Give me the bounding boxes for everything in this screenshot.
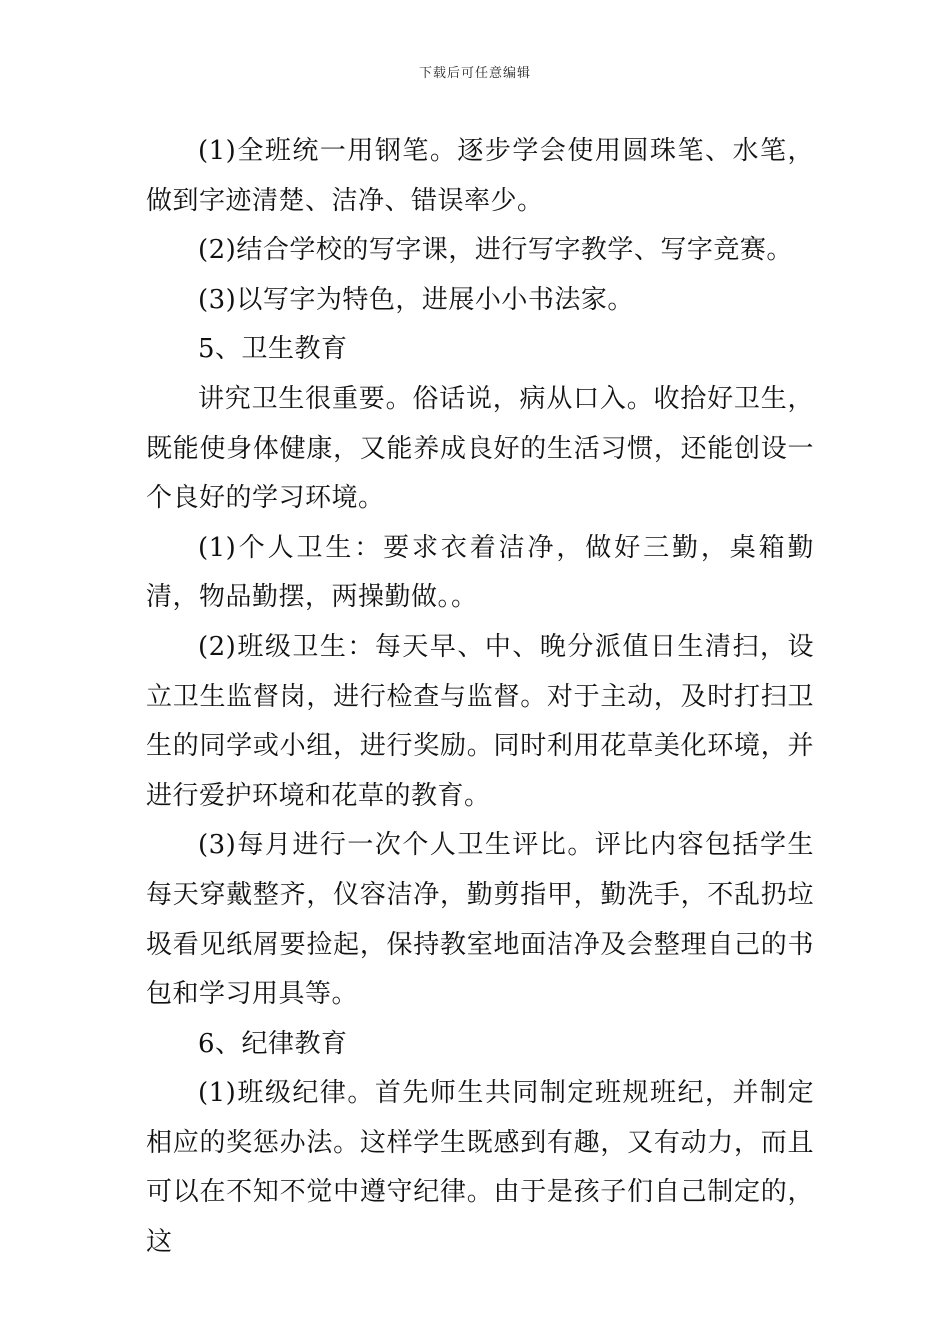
paragraph-hygiene-3: (3)每月进行一次个人卫生评比。评比内容包括学生每天穿戴整齐，仪容洁净，勤剪指甲，勤洗手，不乱扔垃圾看见纸屑要捡起，保持教室地面洁净及会整理自己的书包和学习用具等。 [146,830,814,1010]
paragraph-writing-2: (2)结合学校的写字课，进行写字教学、写字竞赛。 [198,235,793,266]
section-heading-discipline: 6、纪律教育 [198,1028,348,1059]
page-header-note: 下载后可任意编辑 [418,66,531,81]
paragraph-discipline-1: (1)班级纪律。首先师生共同制定班规班纪，并制定相应的奖惩办法。这样学生既感到有趣，又有动力，而且可以在不知不觉中遵守纪律。由于是孩子们自己制定的，这 [146,1078,814,1258]
paragraph-writing-3: (3)以写字为特色，进展小小书法家。 [198,284,634,315]
paragraph-hygiene-intro: 讲究卫生很重要。俗话说，病从口入。收拾好卫生，既能使身体健康，又能养成良好的生活习惯，还能创设一个良好的学习环境。 [146,383,814,514]
paragraph-hygiene-1: (1)个人卫生：要求衣着洁净，做好三勤，桌箱勤清，物品勤摆，两操勤做。。 [146,532,814,613]
document-body [146,127,814,1268]
paragraph-writing-1: (1)全班统一用钢笔。逐步学会使用圆珠笔、水笔，做到字迹清楚、洁净、错误率少。 [146,136,814,216]
section-heading-hygiene: 5、卫生教育 [198,334,348,365]
paragraph-hygiene-2: (2)班级卫生：每天早、中、晚分派值日生清扫，设立卫生监督岗，进行检查与监督。对于主动，及时打扫卫生的同学或小组，进行奖励。同时利用花草美化环境，并进行爱护环境和花草的教育。 [146,631,814,811]
